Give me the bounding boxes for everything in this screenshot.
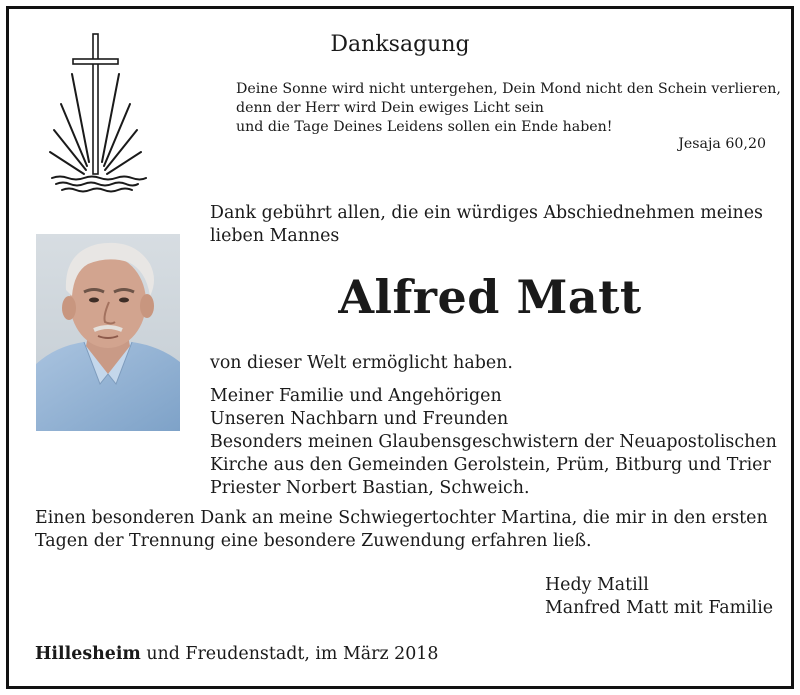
thanks-line: Besonders meinen Glaubensgeschwistern der Neuapostolischen [210, 432, 777, 452]
verse-line: Deine Sonne wird nicht untergehen, Dein Mond nicht den Schein verlieren, [236, 81, 781, 97]
bible-verse [236, 80, 781, 137]
verse-line: und die Tage Deines Leidens sollen ein Ende haben! [236, 119, 613, 135]
thanks-line: Meiner Familie und Angehörigen [210, 386, 502, 406]
intro-line: Dank gebührt allen, die ein würdiges Abschiednehmen meines [210, 203, 763, 223]
intro-text [210, 202, 763, 248]
signature-line: Manfred Matt mit Familie [545, 598, 774, 618]
special-thanks [35, 507, 768, 553]
after-name-text: von dieser Welt ermöglicht haben. [210, 353, 513, 373]
deceased-name: Alfred Matt [338, 270, 642, 324]
verse-line: denn der Herr wird Dein ewiges Licht sein [236, 100, 544, 116]
place-date-rest: und Freudenstadt, im März 2018 [140, 644, 439, 664]
intro-line: lieben Mannes [210, 226, 340, 246]
special-thanks-line: Tagen der Trennung eine besondere Zuwendung erfahren ließ. [35, 531, 592, 551]
place-name: Hillesheim [35, 644, 141, 664]
place-date [35, 644, 438, 664]
portrait-photo [36, 234, 180, 431]
page-title: Danksagung [330, 32, 470, 57]
signatures [545, 574, 773, 620]
signature-line: Hedy Matill [545, 575, 649, 595]
special-thanks-line: Einen besonderen Dank an meine Schwiegertochter Martina, die mir in den ersten [35, 508, 768, 528]
thanks-line: Priester Norbert Bastian, Schweich. [210, 478, 530, 498]
thanks-line: Kirche aus den Gemeinden Gerolstein, Prüm, Bitburg und Trier [210, 455, 771, 475]
verse-reference: Jesaja 60,20 [678, 136, 766, 152]
thanks-line: Unseren Nachbarn und Freunden [210, 409, 509, 429]
thanks-list [210, 385, 777, 500]
